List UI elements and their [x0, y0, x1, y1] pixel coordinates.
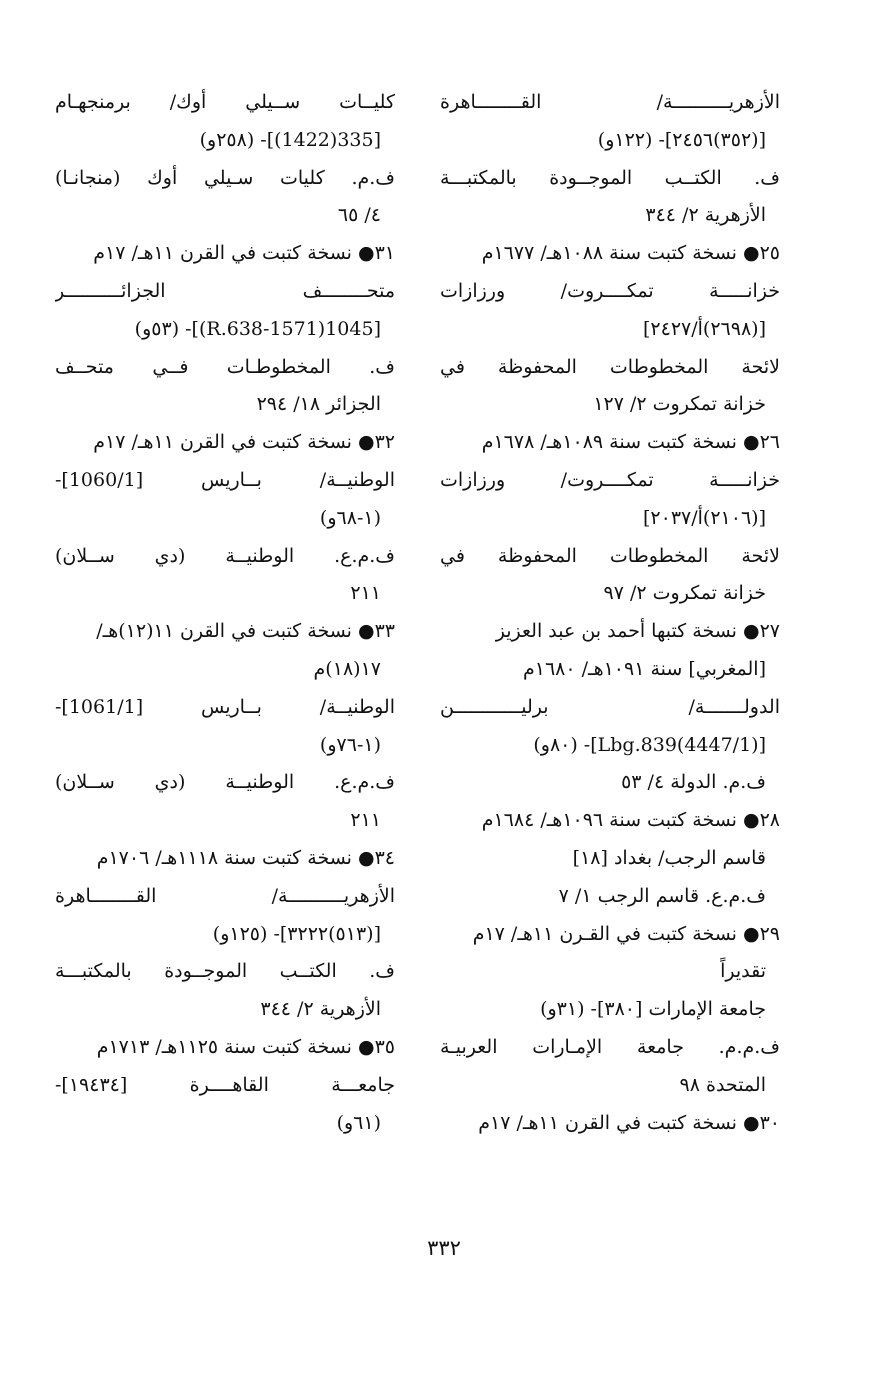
text-line: ٢٥● نسخة كتبت سنة ١٠٨٨هـ/ ١٦٧٧م: [481, 242, 780, 265]
text-line: لائحة المخطوطات المحفوظة في: [440, 544, 780, 567]
text-line: جامعة الإمارات [٣٨٠]- (٣١و): [540, 998, 766, 1021]
text-line: ف. الكتــب الموجــودة بالمكتبـــة: [440, 166, 780, 189]
text-line: خزانة تمكروت ٢/ ١٢٧: [593, 393, 766, 416]
text-line: الأزهريــــــــــة/ القــــــــاهرة: [440, 91, 780, 113]
text-line: (١-٧٦و): [319, 733, 381, 756]
text-line: الجزائر ١٨/ ٢٩٤: [256, 393, 381, 416]
text-line: ١٧(١٨)م: [313, 657, 381, 680]
text-line: تقديراً: [720, 960, 766, 983]
text-line: ٢٧● نسخة كتبها أحمد بن عبد العزيز: [495, 620, 780, 643]
text-line: الوطنيــة/ بــاريس [1060/1]-: [55, 468, 395, 491]
left-column: [55, 84, 395, 1142]
text-line: [(٢١٠٦)أ/٢٠٣٧]: [643, 506, 766, 529]
text-line: الوطنيــة/ بــاريس [1061/1]-: [55, 695, 395, 718]
text-line: [1045(1571-R.638)]- (٥٣و): [134, 317, 381, 340]
text-line: ٣١● نسخة كتبت في القرن ١١هـ/ ١٧م: [93, 242, 395, 265]
text-line: ٢١١: [350, 582, 381, 605]
text-line: جامعـــة القاهــــرة [١٩٤٣٤]-: [55, 1073, 395, 1096]
text-line: ٣٠● نسخة كتبت في القرن ١١هـ/ ١٧م: [478, 1111, 780, 1134]
text-line: ف.م. الدولة ٤/ ٥٣: [621, 771, 766, 794]
text-line: (١-٦٨و): [319, 506, 381, 529]
text-line: ف.م.ع. الوطنيــة (دي ســلان): [55, 771, 395, 794]
text-line: المتحدة ٩٨: [679, 1073, 766, 1096]
text-line: ٢٩● نسخة كتبت في القـرن ١١هـ/ ١٧م: [472, 922, 780, 945]
text-line: ٣٥● نسخة كتبت سنة ١١٢٥هـ/ ١٧١٣م: [96, 1035, 395, 1058]
text-line: ف. الكتــب الموجــودة بالمكتبـــة: [55, 960, 395, 983]
text-line: (٦١و): [336, 1111, 381, 1134]
text-line: ف.م. كليات سـيلي أوك (منجانـا): [55, 166, 395, 189]
text-line: ٣٢● نسخة كتبت في القرن ١١هـ/ ١٧م: [93, 431, 395, 454]
text-line: متحــــــــف الجزائــــــــــر: [55, 279, 395, 302]
text-line: [Lbg.839(4447/1)]- (٨٠و): [533, 733, 766, 756]
text-line: كليــات ســيلي أوك/ برمنجهـام: [55, 91, 395, 113]
text-line: ٣٤● نسخة كتبت سنة ١١١٨هـ/ ١٧٠٦م: [96, 846, 395, 869]
text-line: [335(1422)]- (٢٥٨و): [199, 128, 381, 151]
text-line: ٢١١: [350, 809, 381, 832]
text-line: خزانـــــة تمكــــروت/ ورزازات: [440, 279, 780, 302]
right-column: [440, 84, 780, 1142]
text-line: خزانة تمكروت ٢/ ٩٧: [603, 582, 766, 605]
text-line: لائحة المخطوطات المحفوظة في: [440, 355, 780, 378]
text-line: [(٥١٣)٣٢٢٢]- (١٢٥و): [212, 922, 381, 945]
text-line: ٤/ ٦٥: [337, 204, 381, 227]
text-line: [(٣٥٢)٢٤٥٦]- (١٢٢و): [597, 128, 766, 151]
text-line: ف. المخطوطـات فــي متحــف: [55, 355, 395, 378]
text-line: الأزهريــــــــــة/ القــــــــاهرة: [55, 884, 395, 907]
text-line: [(٢٦٩٨)أ/٢٤٢٧]: [643, 317, 766, 340]
text-line: ٢٦● نسخة كتبت سنة ١٠٨٩هـ/ ١٦٧٨م: [481, 431, 780, 454]
text-line: ف.م.م. جامعة الإمـارات العربيـة: [440, 1035, 780, 1058]
text-line: الأزهرية ٢/ ٣٤٤: [645, 204, 766, 227]
text-line: ف.م.ع. قاسم الرجب ١/ ٧: [558, 884, 766, 907]
text-line: خزانـــــة تمكــــروت/ ورزازات: [440, 468, 780, 491]
text-line: الدولـــــــة/ برليــــــــــــن: [440, 695, 780, 718]
text-line: [المغربي] سنة ١٠٩١هـ/ ١٦٨٠م: [522, 657, 766, 680]
page-number: ٣٣٢: [427, 1236, 461, 1260]
text-line: قاسم الرجب/ بغداد [١٨]: [572, 846, 766, 869]
text-line: ٢٨● نسخة كتبت سنة ١٠٩٦هـ/ ١٦٨٤م: [481, 809, 780, 832]
text-line: ٣٣● نسخة كتبت في القرن ١١(١٢)هـ/: [96, 620, 395, 643]
text-line: الأزهرية ٢/ ٣٤٤: [260, 998, 381, 1021]
text-line: ف.م.ع. الوطنيــة (دي ســلان): [55, 544, 395, 567]
